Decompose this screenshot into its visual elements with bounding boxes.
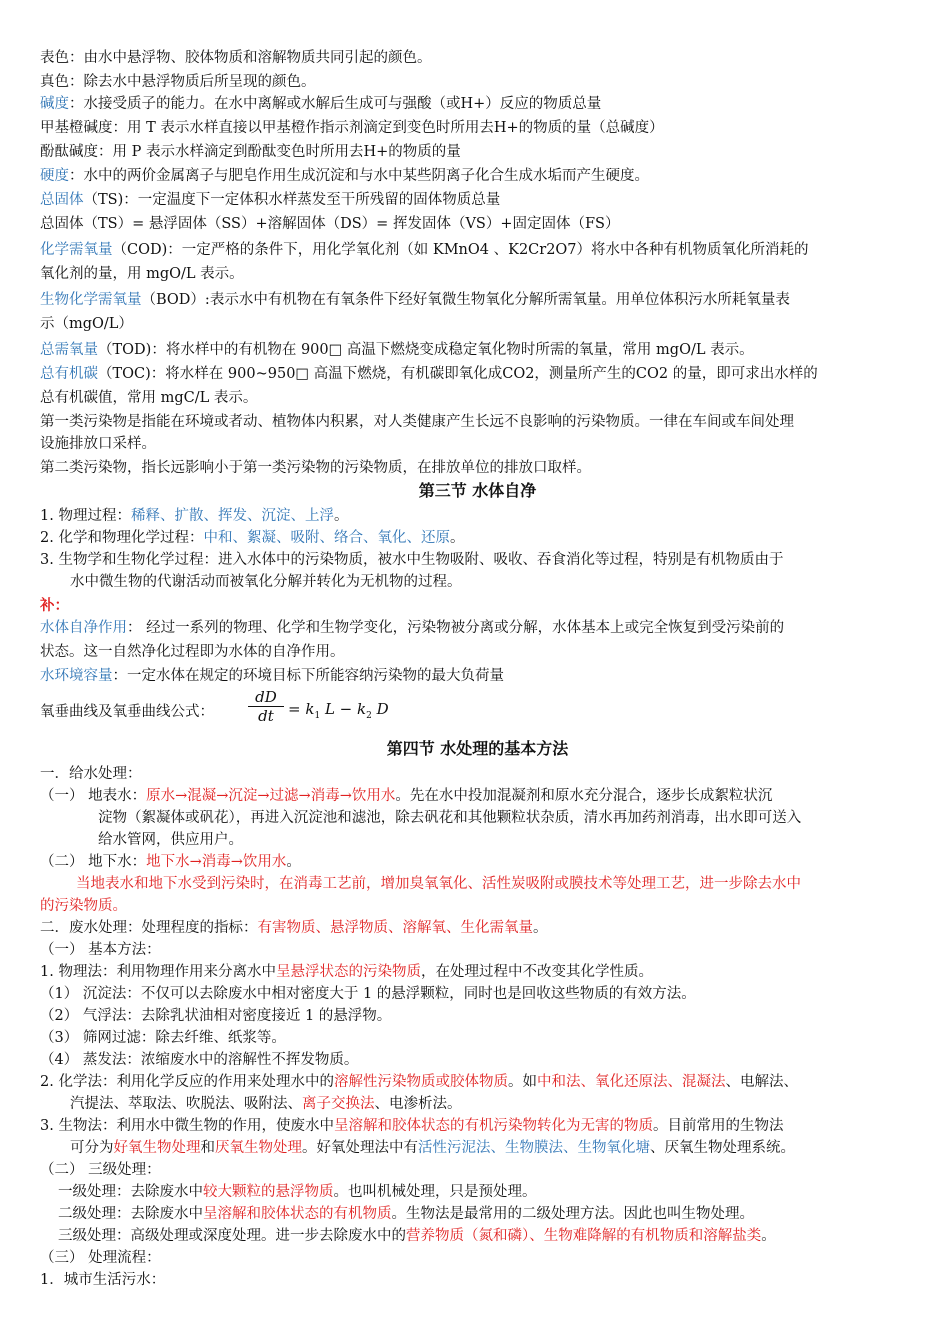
text-line: 一．给水处理：: [40, 766, 142, 782]
term-cod: 化学需氧量: [40, 242, 113, 258]
list-item: 2. 化学和物理化学过程：中和、絮凝、吸附、络合、氧化、还原。: [40, 530, 465, 546]
list-item: 2. 化学法：利用化学反应的作用来处理水中的溶解性污染物质或胶体物质。如中和法、氧化还原法、混凝法、电解法、: [40, 1074, 798, 1090]
text-line: 水中微生物的代谢活动而被氧化分解并转化为无机物的过程。: [70, 574, 462, 590]
text-line: 给水管网，供应用户。: [98, 832, 243, 848]
list-item: 3. 生物学和生物化学过程：进入水体中的污染物质，被水中生物吸附、吸收、吞食消化等过程，特别是有机物质由于: [40, 552, 784, 568]
text-line: 第二类污染物，指长远影响小于第一类污染物的污染物质，在排放单位的排放口取样。: [40, 460, 591, 476]
term-tod: 总需氧量: [40, 342, 98, 358]
formula-rhs: = $k_1$ $L - k_2$ D: [288, 700, 389, 721]
text-line: 第一类污染物是指能在环境或者动、植物体内积累，对人类健康产生长远不良影响的污染物质。一律在车间或车间处理: [40, 414, 794, 430]
term-alkalinity: 碱度: [40, 96, 69, 112]
list-item: 3. 生物法：利用水中微生物的作用，使废水中呈溶解和胶体状态的有机污染物转化为无害的物质。目前常用的生物法: [40, 1118, 784, 1134]
text-line: 二级处理：去除废水中呈溶解和胶体状态的有机物质。生物法是最常用的二级处理方法。因此也叫生物处理。: [58, 1206, 754, 1222]
text-line: （一） 地表水：原水→混凝→沉淀→过滤→消毒→饮用水。先在水中投加混凝剂和原水充分混合，逐步长成絮粒状沉: [40, 788, 773, 804]
text-line: 总固体（TS)：一定温度下一定体积水样蒸发至干所残留的固体物质总量: [40, 192, 501, 208]
text-line: 示（mgO/L）: [40, 316, 133, 332]
text-line: （二） 地下水：地下水→消毒→饮用水。: [40, 854, 301, 870]
list-item: （1） 沉淀法：不仅可以去除废水中相对密度大于 1 的悬浮颗粒，同时也是回收这些物质的有效方法。: [40, 986, 696, 1002]
text-line: 表色：由水中悬浮物、胶体物质和溶解物质共同引起的颜色。: [40, 50, 432, 66]
text-line: 甲基橙碱度：用 T 表示水样直接以甲基橙作指示剂滴定到变色时所用去H+的物质的量（总碱度）: [40, 120, 664, 136]
list-item: 1. 物理法：利用物理作用来分离水中呈悬浮状态的污染物质，在处理过程中不改变其化学性质。: [40, 964, 653, 980]
text-line: 淀物（絮凝体或矾花），再进入沉淀池和滤池，除去矾花和其他颗粒状杂质，清水再加药剂消毒，出水即可送入: [98, 810, 802, 826]
list-item: （2） 气浮法：去除乳状油相对密度接近 1 的悬浮物。: [40, 1008, 392, 1024]
text-line: （一） 基本方法：: [40, 942, 161, 958]
term-toc: 总有机碳: [40, 366, 98, 382]
text-line: 总有机碳（TOC)：将水样在 900~950□ 高温下燃烧，有机碳即氧化成CO2，测量所产生的CO2 的量，即可求出水样的: [40, 366, 818, 382]
term-hardness: 硬度: [40, 168, 69, 184]
text-line: 化学需氧量（COD)：一定严格的条件下，用化学氧化剂（如 KMnO4 、K2Cr2O7）将水中各种有机物质氧化所消耗的: [40, 242, 809, 258]
term-total-solids: 总固体: [40, 192, 84, 208]
section-heading-4: 第四节 水处理的基本方法: [386, 739, 569, 758]
term-bod: 生物化学需氧量: [40, 292, 142, 308]
text-line: 水体自净作用： 经过一系列的物理、化学和生物学变化，污染物被分离或分解，水体基本上或完全恢复到受污染前的: [40, 620, 785, 636]
oxygen-sag-formula: dD dt: [248, 688, 284, 725]
formula-caption: 氧垂曲线及氧垂曲线公式：: [40, 704, 214, 720]
supplement-label: 补：: [40, 597, 69, 614]
text-line: 总需氧量（TOD)：将水样中的有机物在 900□ 高温下燃烧变成稳定氧化物时所需的氧量，常用 mgO/L 表示。: [40, 342, 754, 358]
text-line: 真色：除去水中悬浮物质后所呈现的颜色。: [40, 74, 316, 90]
list-item: 1. 物理过程：稀释、扩散、挥发、沉淀、上浮。: [40, 508, 349, 524]
list-item: （4） 蒸发法：浓缩废水中的溶解性不挥发物质。: [40, 1052, 359, 1068]
text-line: 总有机碳值，常用 mgC/L 表示。: [40, 390, 258, 406]
text-line: （三） 处理流程：: [40, 1250, 161, 1266]
text-line: 设施排放口采样。: [40, 436, 156, 452]
text-line: 水环境容量：一定水体在规定的环境目标下所能容纳污染物的最大负荷量: [40, 668, 504, 684]
text-line: 可分为好氧生物处理和厌氧生物处理。好氧处理法中有活性污泥法、生物膜法、生物氧化塘、厌氧生物处理系统。: [70, 1140, 795, 1156]
section-heading-3: 第三节 水体自净: [418, 481, 537, 500]
text-line: 酚酞碱度：用 P 表示水样滴定到酚酞变色时所用去H+的物质的量: [40, 144, 461, 160]
text-line: 硬度：水中的两价金属离子与肥皂作用生成沉淀和与水中某些阴离子化合生成水垢而产生硬度。: [40, 168, 649, 184]
text-line: 碱度：水接受质子的能力。在水中离解或水解后生成可与强酸（或H+）反应的物质总量: [40, 96, 602, 112]
text-line: （二） 三级处理：: [40, 1162, 161, 1178]
text-line: 状态。这一自然净化过程即为水体的自净作用。: [40, 644, 345, 660]
text-line: 生物化学需氧量（BOD）:表示水中有机物在有氧条件下经好氧微生物氧化分解所需氧量。用单位体积污水所耗氧量表: [40, 292, 790, 308]
text-line: 当地表水和地下水受到污染时，在消毒工艺前，增加臭氧氧化、活性炭吸附或膜技术等处理工艺，进一步除去水中: [76, 876, 801, 892]
text-line: 1．城市生活污水：: [40, 1272, 166, 1288]
text-line: 一级处理：去除废水中较大颗粒的悬浮物质。也叫机械处理，只是预处理。: [58, 1184, 537, 1200]
text-line: 汽提法、萃取法、吹脱法、吸附法、离子交换法、电渗析法。: [70, 1096, 462, 1112]
text-line: 氧化剂的量，用 mgO/L 表示。: [40, 266, 244, 282]
text-line: 二．废水处理：处理程度的指标：有害物质、悬浮物质、溶解氧、生化需氧量。: [40, 920, 548, 936]
text-line: 总固体（TS）= 悬浮固体（SS）+溶解固体（DS）= 挥发固体（VS）+固定固体（FS）: [40, 216, 620, 232]
text-line: 三级处理：高级处理或深度处理。进一步去除废水中的营养物质（氮和磷）、生物难降解的有机物质和溶解盐类。: [58, 1228, 776, 1244]
list-item: （3） 筛网过滤：除去纤维、纸浆等。: [40, 1030, 286, 1046]
text-line: 的污染物质。: [40, 898, 127, 914]
